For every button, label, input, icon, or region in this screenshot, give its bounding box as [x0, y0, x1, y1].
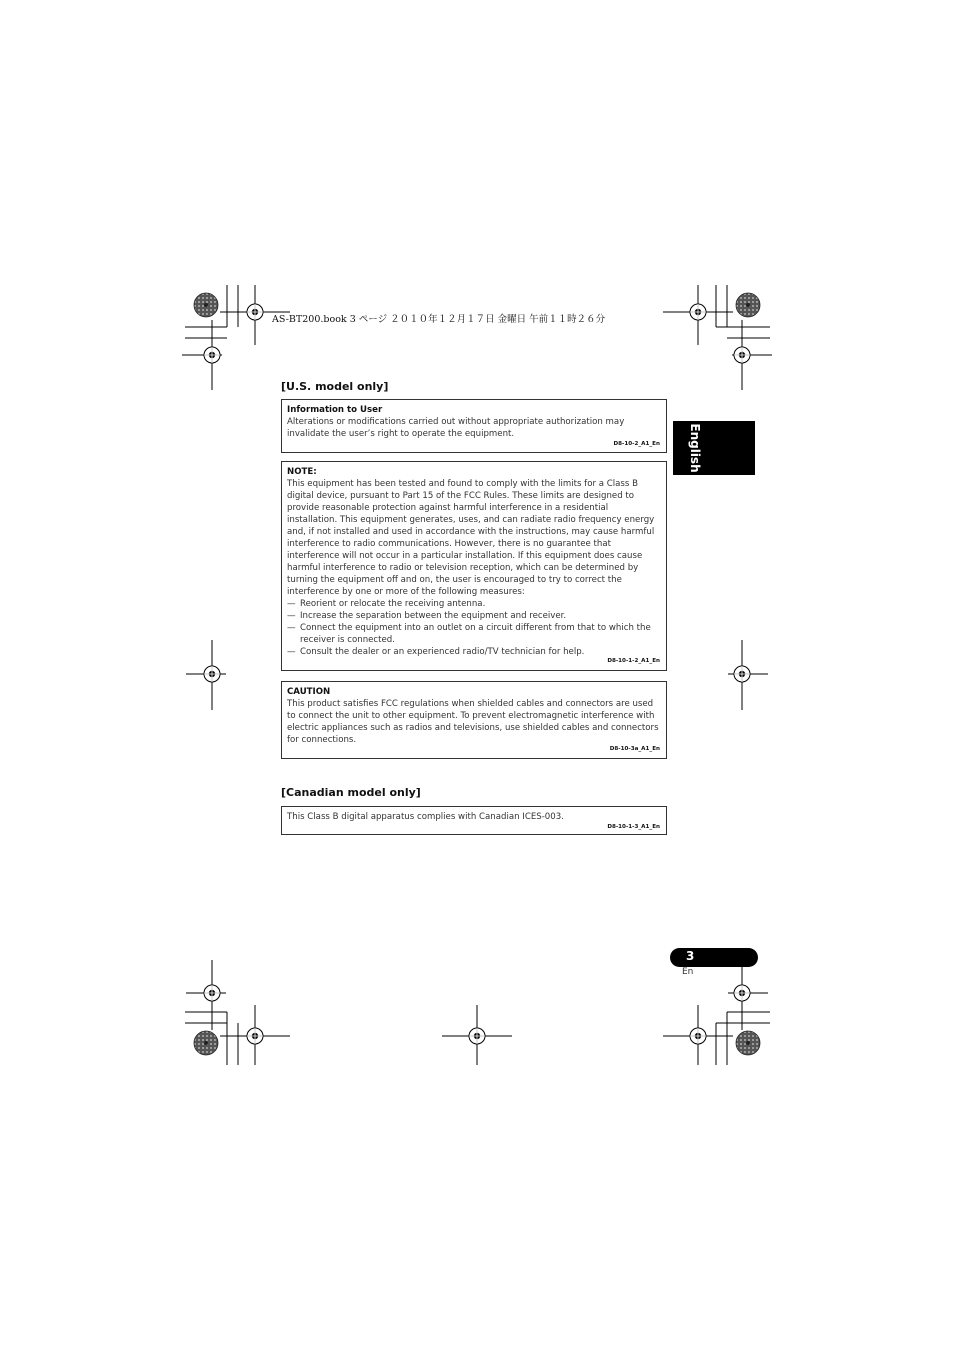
info-box-title: Information to User	[287, 405, 383, 415]
information-to-user-box	[281, 399, 667, 453]
note-box-title: NOTE:	[287, 467, 317, 477]
measure-item: — Increase the separation between the equipment and receiver.	[287, 611, 567, 621]
measure-item: — Reorient or relocate the receiving antenna.	[287, 599, 486, 609]
caution-box	[281, 681, 667, 759]
info-box-body: Alterations or modifications carried out without appropriate authorization may invalidate the user’s right to operate the equipment.	[287, 417, 625, 439]
measure-item: — Consult the dealer or an experienced radio/TV technician for help.	[287, 647, 585, 657]
page-number-badge	[670, 948, 758, 967]
us-section-title: [U.S. model only]	[281, 380, 389, 393]
measure-item: — Connect the equipment into an outlet on a circuit different from that to which the receiver is connected.	[287, 623, 651, 645]
canadian-compliance-box	[281, 806, 667, 835]
language-tab	[673, 421, 755, 475]
page-number: 3	[686, 949, 695, 963]
caution-box-body: This product satisfies FCC regulations when shielded cables and connectors are used to connect the unit to other equipment. To prevent electromagnetic interference with electric appliances such as radios and televisions, use shielded cables and connectors for connections.	[287, 699, 659, 745]
canadian-box-code: D8-10-1-3_A1_En	[607, 824, 660, 830]
note-box	[281, 461, 667, 671]
caution-box-title: CAUTION	[287, 687, 331, 697]
note-box-code: D8-10-1-2_A1_En	[607, 658, 660, 664]
info-box-code: D8-10-2_A1_En	[613, 441, 660, 447]
page-language-code: En	[682, 967, 694, 977]
measures-list	[287, 598, 661, 658]
book-file-header: AS-BT200.book 3 ページ ２０１０年１２月１７日 金曜日 午前１１時２６分	[272, 314, 606, 325]
caution-box-code: D8-10-3a_A1_En	[609, 746, 660, 752]
note-box-paragraph: This equipment has been tested and found to comply with the limits for a Class B digital device, pursuant to Part 15 of the FCC Rules. These limits are designed to provide reasonable protection against harmful interference in a residential installation. This equipment generates, uses, and can radiate radio frequency energy and, if not installed and used in accordance with the instructions, may cause harmful interference to radio communications. However, there is no guarantee that interference will not occur in a particular installation. If this equipment does cause harmful interference to radio or television reception, which can be determined by turning the equipment off and on, the user is encouraged to try to correct the interference by one or more of the following measures:	[287, 479, 655, 597]
language-tab-label: English	[688, 423, 702, 473]
note-box-body	[287, 478, 661, 658]
canadian-section-title: [Canadian model only]	[281, 786, 421, 799]
canadian-box-body: This Class B digital apparatus complies with Canadian ICES-003.	[287, 812, 564, 822]
